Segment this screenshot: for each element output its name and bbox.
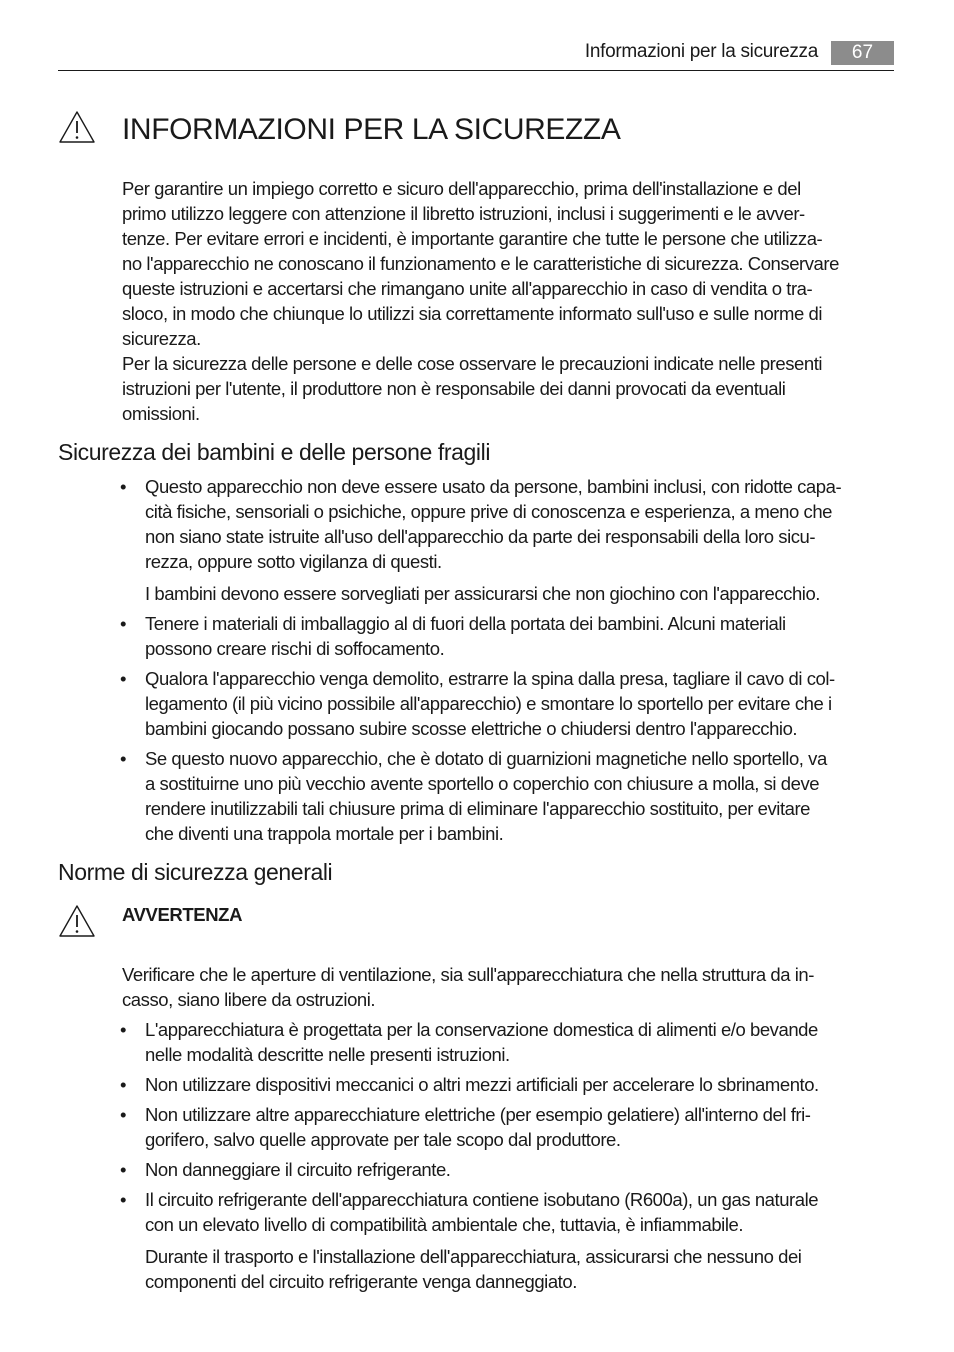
bullet-marker: • xyxy=(120,1189,127,1210)
warning-triangle-icon xyxy=(58,110,96,144)
list-item: Se questo nuovo apparecchio, che è dotato di guarnizioni magnetiche nello sportello, va a sostituirne uno più vecchio avente sportello o coperchio con chiusure a molla, si deve rendere inutilizzabili tali chiusure prima di eliminare l'apparecchio sostituito, per evitare che diventi una trappola mortale per i bambini. xyxy=(145,748,827,844)
list-item: Tenere i materiali di imballaggio al di fuori della portata dei bambini. Alcuni materiali possono creare rischi di soffocamento. xyxy=(145,613,786,659)
warning-triangle-icon xyxy=(58,904,96,938)
warning-paragraph: Verificare che le aperture di ventilazione, sia sull'apparecchiatura che nella struttura da in- casso, siano libere da ostruzioni. xyxy=(122,964,814,1010)
running-header-title: Informazioni per la sicurezza xyxy=(584,41,818,62)
page-number: 67 xyxy=(831,41,894,65)
bullet-marker: • xyxy=(120,748,127,769)
intro-paragraph-1: Per garantire un impiego corretto e sicuro dell'apparecchio, prima dell'installazione e del primo utilizzo leggere con attenzione il libretto istruzioni, inclusi i suggerimenti e le avver- tenze. Per evitare errori e incidenti, è importante garantire che tutte le persone che utilizza- no l'apparecchio ne conoscano il funzionamento e le caratteristiche di sicurezza. Conservare queste istruzioni e accertarsi che rimangano unite all'apparecchio in caso di vendita o tra- sloco, in modo che chiunque lo utilizzi sia correttamente informato sull'uso e sulle norme di sicurezza. xyxy=(122,178,839,349)
warning-label: AVVERTENZA xyxy=(122,904,243,925)
list-item: Non utilizzare altre apparecchiature elettriche (per esempio gelatiere) all'interno del fri- gorifero, salvo quelle approvate per tale scopo dal produttore. xyxy=(145,1104,811,1150)
list-item: Questo apparecchio non deve essere usato da persone, bambini inclusi, con ridotte capa- cità fisiche, sensoriali o psichiche, oppure prive di conoscenza e esperienza, a meno che non siano state istruite all'uso dell'apparecchio da parte dei responsabili della loro sicu- rezza, oppure sotto vigilanza di questi. xyxy=(145,476,842,572)
bullet-marker: • xyxy=(120,476,127,497)
list-item: Qualora l'apparecchio venga demolito, estrarre la spina dalla presa, tagliare il cavo di col- legamento (il più vicino possibile all'apparecchio) e smontare lo sportello per evitare che i bambini giocando possano subire scosse elettriche o chiudersi dentro l'apparecchio. xyxy=(145,668,835,739)
bullet-marker: • xyxy=(120,1159,127,1180)
bullet-marker: • xyxy=(120,1019,127,1040)
list-item: Non utilizzare dispositivi meccanici o altri mezzi artificiali per accelerare lo sbrinamento. xyxy=(145,1074,819,1095)
list-item: Il circuito refrigerante dell'apparecchiatura contiene isobutano (R600a), un gas naturale con un elevato livello di compatibilità ambientale che, tuttavia, è infiammabile. xyxy=(145,1189,819,1235)
list-item: L'apparecchiatura è progettata per la conservazione domestica di alimenti e/o bevande nelle modalità descritte nelle presenti istruzioni. xyxy=(145,1019,818,1065)
section-heading-general-safety: Norme di sicurezza generali xyxy=(58,859,333,885)
bullet-marker: • xyxy=(120,1104,127,1125)
bullet-marker: • xyxy=(120,613,127,634)
intro-paragraph-2: Per la sicurezza delle persone e delle cose osservare le precauzioni indicate nelle presenti istruzioni per l'utente, il produttore non è responsabile dei danni provocati da eventuali omissioni. xyxy=(122,353,823,424)
list-item-followup: I bambini devono essere sorvegliati per assicurarsi che non giochino con l'apparecchio. xyxy=(145,583,820,604)
section-heading-children-safety: Sicurezza dei bambini e delle persone fragili xyxy=(58,439,491,465)
bullet-marker: • xyxy=(120,1074,127,1095)
page-title: INFORMAZIONI PER LA SICUREZZA xyxy=(122,113,621,146)
header-divider xyxy=(58,70,894,71)
bullet-marker: • xyxy=(120,668,127,689)
list-item: Non danneggiare il circuito refrigerante. xyxy=(145,1159,451,1180)
list-item-followup: Durante il trasporto e l'installazione dell'apparecchiatura, assicurarsi che nessuno dei componenti del circuito refrigerante venga danneggiato. xyxy=(145,1246,802,1292)
